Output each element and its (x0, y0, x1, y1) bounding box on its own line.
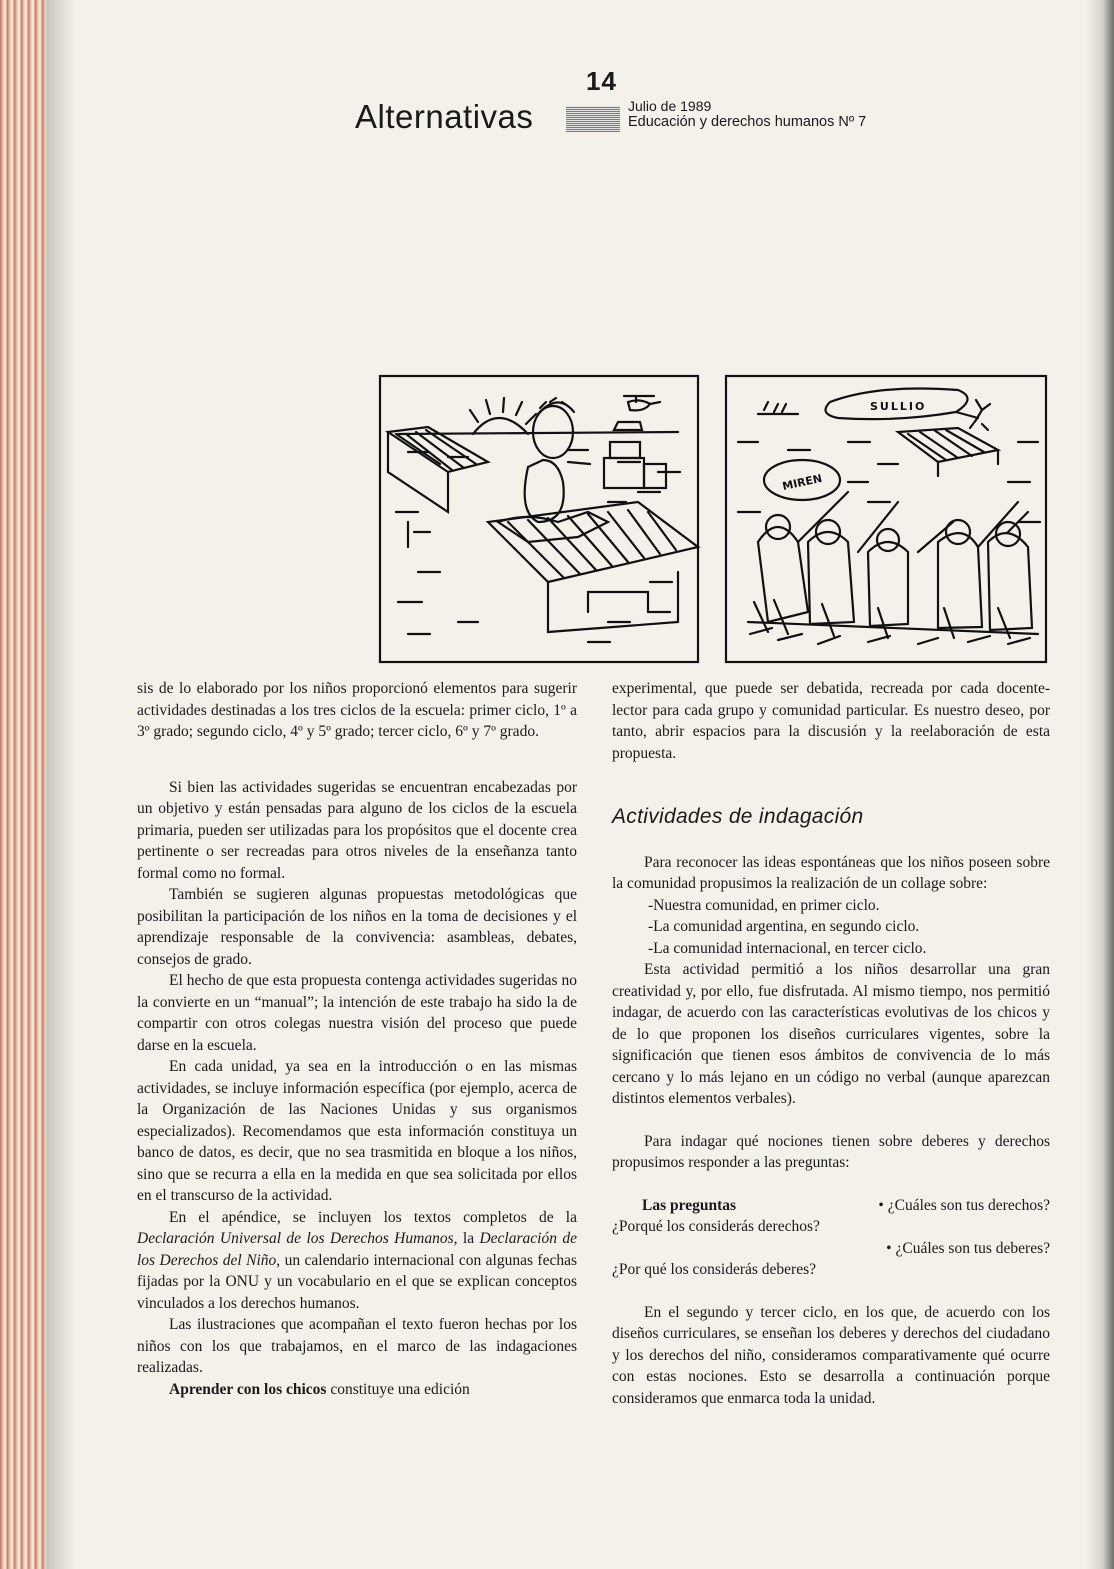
paragraph: En el segundo y tercer ciclo, en los que, de acuerdo con los diseños curriculares, se enseñan los deberes y derechos del ciudadano y los derechos del niño, consideramos comparativamente qué ocurre con estas nociones. Esto se desarrolla a continuación porque consideramos que enmarca toda la unidad. (612, 1303, 1050, 1407)
comic-panel-left (380, 376, 698, 662)
left-text-column (137, 678, 577, 1400)
paragraph (137, 1379, 577, 1401)
page-number: 14 (586, 66, 617, 96)
page-gutter-shadow (46, 0, 76, 1569)
paragraph: El hecho de que esta propuesta contenga actividades sugeridas no la convierte en un “manual”; la intención de este trabajo ha sido la de compartir con otros colegas nuestra visión del proceso que puede darse en la escuela. (137, 972, 577, 1054)
paragraph-text: un calendario internacional con algunas fechas fijadas por la ONU y un vocabulario en el que se explican conceptos vinculados a los derechos humanos. (137, 1251, 577, 1312)
masthead-pattern (566, 106, 620, 132)
paragraph (137, 1207, 577, 1315)
document-title-reference: Declaración Universal de los Derechos Humanos, (137, 1230, 458, 1247)
paragraph: Para indagar qué nociones tienen sobre deberes y derechos propusimos responder a las preguntas: (612, 1132, 1050, 1171)
children-drawing-illustration (378, 372, 1050, 666)
paragraph: Para reconocer las ideas espontáneas que los niños poseen sobre la comunidad propusimos la realización de un collage sobre: (612, 853, 1050, 892)
question-item: • ¿Cuáles son tus derechos? (878, 1196, 1050, 1214)
list-item: -La comunidad internacional, en tercer ciclo. (648, 939, 927, 957)
question-line: ¿Por qué los considerás deberes? (612, 1261, 817, 1278)
paragraph-text: En el apéndice, se incluyen los textos completos de la (169, 1208, 577, 1226)
publication-title: Alternativas (355, 98, 534, 135)
paragraph-text: la (457, 1230, 480, 1247)
section-heading: Actividades de indagación (612, 805, 864, 828)
question-item: • ¿Cuáles son tus deberes? (886, 1239, 1050, 1257)
page-right-edge (1086, 0, 1114, 1569)
paragraph: Esta actividad permitió a los niños desarrollar una gran creatividad y, por ello, fue disfrutada. Al mismo tiempo, nos permitió indagar, de acuerdo con las características evolutivas de los chicos y de lo que proponen los diseños curriculares vigentes, sobre la significación que tienen esos ámbitos de convivencia de lo más cercano y lo más lejano en un código no verbal (aunque aparezcan distintos elementos verbales). (612, 961, 1050, 1107)
paragraph: En cada unidad, ya sea en la introducción o en las mismas actividades, se incluye información específica (por ejemplo, acerca de la Organización de las Naciones Unidas y sus organismos especializados). Recomendamos que esta información constituya un banco de datos, es decir, que no sea trasmitida en bloque a los niños, sino que se recurra a ella en la medida en que sea solicitada por ellos en el transcurso de la actividad. (137, 1058, 577, 1204)
publication-name: Aprender con los chicos (169, 1380, 327, 1398)
paragraph: sis de lo elaborado por los niños proporcionó elementos para sugerir actividades destinadas a los tres ciclos de la escuela: primer ciclo, 1º a 3º grado; segundo ciclo, 4º y 5º grado; tercer ciclo, 6º y 7º grado. (137, 680, 577, 740)
paragraph: Las ilustraciones que acompañan el texto fueron hechas por los niños con los que trabajamos, en el marco de las indagaciones realizadas. (137, 1316, 577, 1376)
document-title-reference: Declaración de los Derechos del Niño, (137, 1230, 577, 1269)
paragraph-text: constituye una edición (326, 1380, 470, 1398)
speech-bubble-left-text: MIREN (781, 471, 824, 494)
list-item: -La comunidad argentina, en segundo ciclo. (648, 918, 920, 935)
right-text-column (612, 678, 1050, 1409)
question-line: ¿Porqué los considerás derechos? (612, 1218, 820, 1235)
paragraph: Si bien las actividades sugeridas se encuentran encabezadas por un objetivo y están pensadas para alguno de los ciclos de la escuela primaria, pueden ser utilizadas para los propósitos que el docente crea pertinente o ser recreadas para otros niveles de la enseñanza tanto formal como no formal. (137, 778, 577, 882)
issue-date: Julio de 1989 (628, 98, 712, 114)
page-edge (0, 0, 46, 1569)
paragraph: experimental, que puede ser debatida, recreada por cada docente-lector para cada grupo y comunidad particular. Es nuestro deseo, por tanto, abrir espacios para la discusión y la reelaboración de esta propuesta. (612, 680, 1050, 762)
questions-label: Las preguntas (642, 1196, 737, 1214)
issue-title: Educación y derechos humanos Nº 7 (628, 114, 867, 130)
questions-row (612, 1195, 1050, 1217)
list-item: -Nuestra comunidad, en primer ciclo. (648, 896, 880, 914)
speech-bubble-top-text: SULLIO (870, 400, 927, 413)
paragraph: También se sugieren algunas propuestas metodológicas que posibilitan la participación de los niños en la toma de decisiones y el aprendizaje responsable de la convivencia: asambleas, debates, consejos de grado. (137, 886, 577, 968)
